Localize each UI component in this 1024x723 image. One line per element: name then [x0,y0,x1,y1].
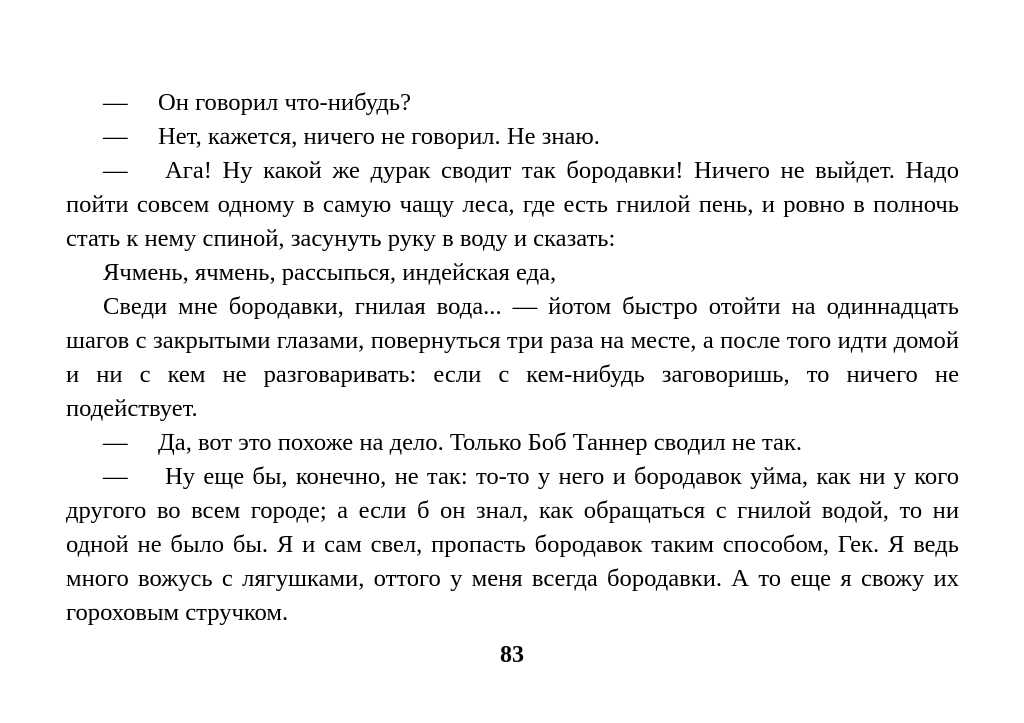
em-dash: — [103,123,128,150]
paragraph-text: Он говорил что-нибудь? [158,89,412,116]
em-dash: — [103,429,128,456]
em-dash: — [103,89,128,116]
verse-line-2 [66,290,959,426]
page-body [66,86,959,630]
paragraph-text: Да, вот это похоже на дело. Только Боб Таннер сводил не так. [158,429,803,456]
dialogue-line-3 [66,154,959,256]
dialogue-line-5 [66,460,959,630]
em-dash: — [103,157,128,184]
paragraph-text: Ячмень, ячмень, рассыпься, индейская еда, [103,259,557,286]
paragraph-text: Ага! Ну какой же дурак сводит так бородавки! Ничего не выйдет. Надо пойти совсем одному в самую чащу леса, где есть гнилой пень, и ровно в полночь стать к нему спиной, засунуть руку в воду и сказать: [66,157,959,252]
em-dash: — [103,463,128,490]
verse-line-1 [66,256,959,290]
dialogue-line-1 [66,86,959,120]
dialogue-line-2 [66,120,959,154]
paragraph-text: Сведи мне бородавки, гнилая вода... — йотом быстро отойти на одиннадцать шагов с закрытыми глазами, повернуться три раза на месте, а после того идти домой и ни с кем не разговаривать: если с кем-нибудь заговоришь, то ничего не подействует. [66,293,959,422]
dialogue-line-4 [66,426,959,460]
paragraph-text: Нет, кажется, ничего не говорил. Не знаю. [158,123,600,150]
paragraph-text: Ну еще бы, конечно, не так: то-то у него и бородавок уйма, как ни у кого другого во всем городе; а если б он знал, как обращаться с гнилой водой, то ни одной не было бы. Я и сам свел, пропасть бородавок таким способом, Гек. Я ведь много вожусь с лягушками, оттого у меня всегда бородавки. А то еще я свожу их гороховым стручком. [66,463,959,626]
page-number: 83 [500,642,524,668]
